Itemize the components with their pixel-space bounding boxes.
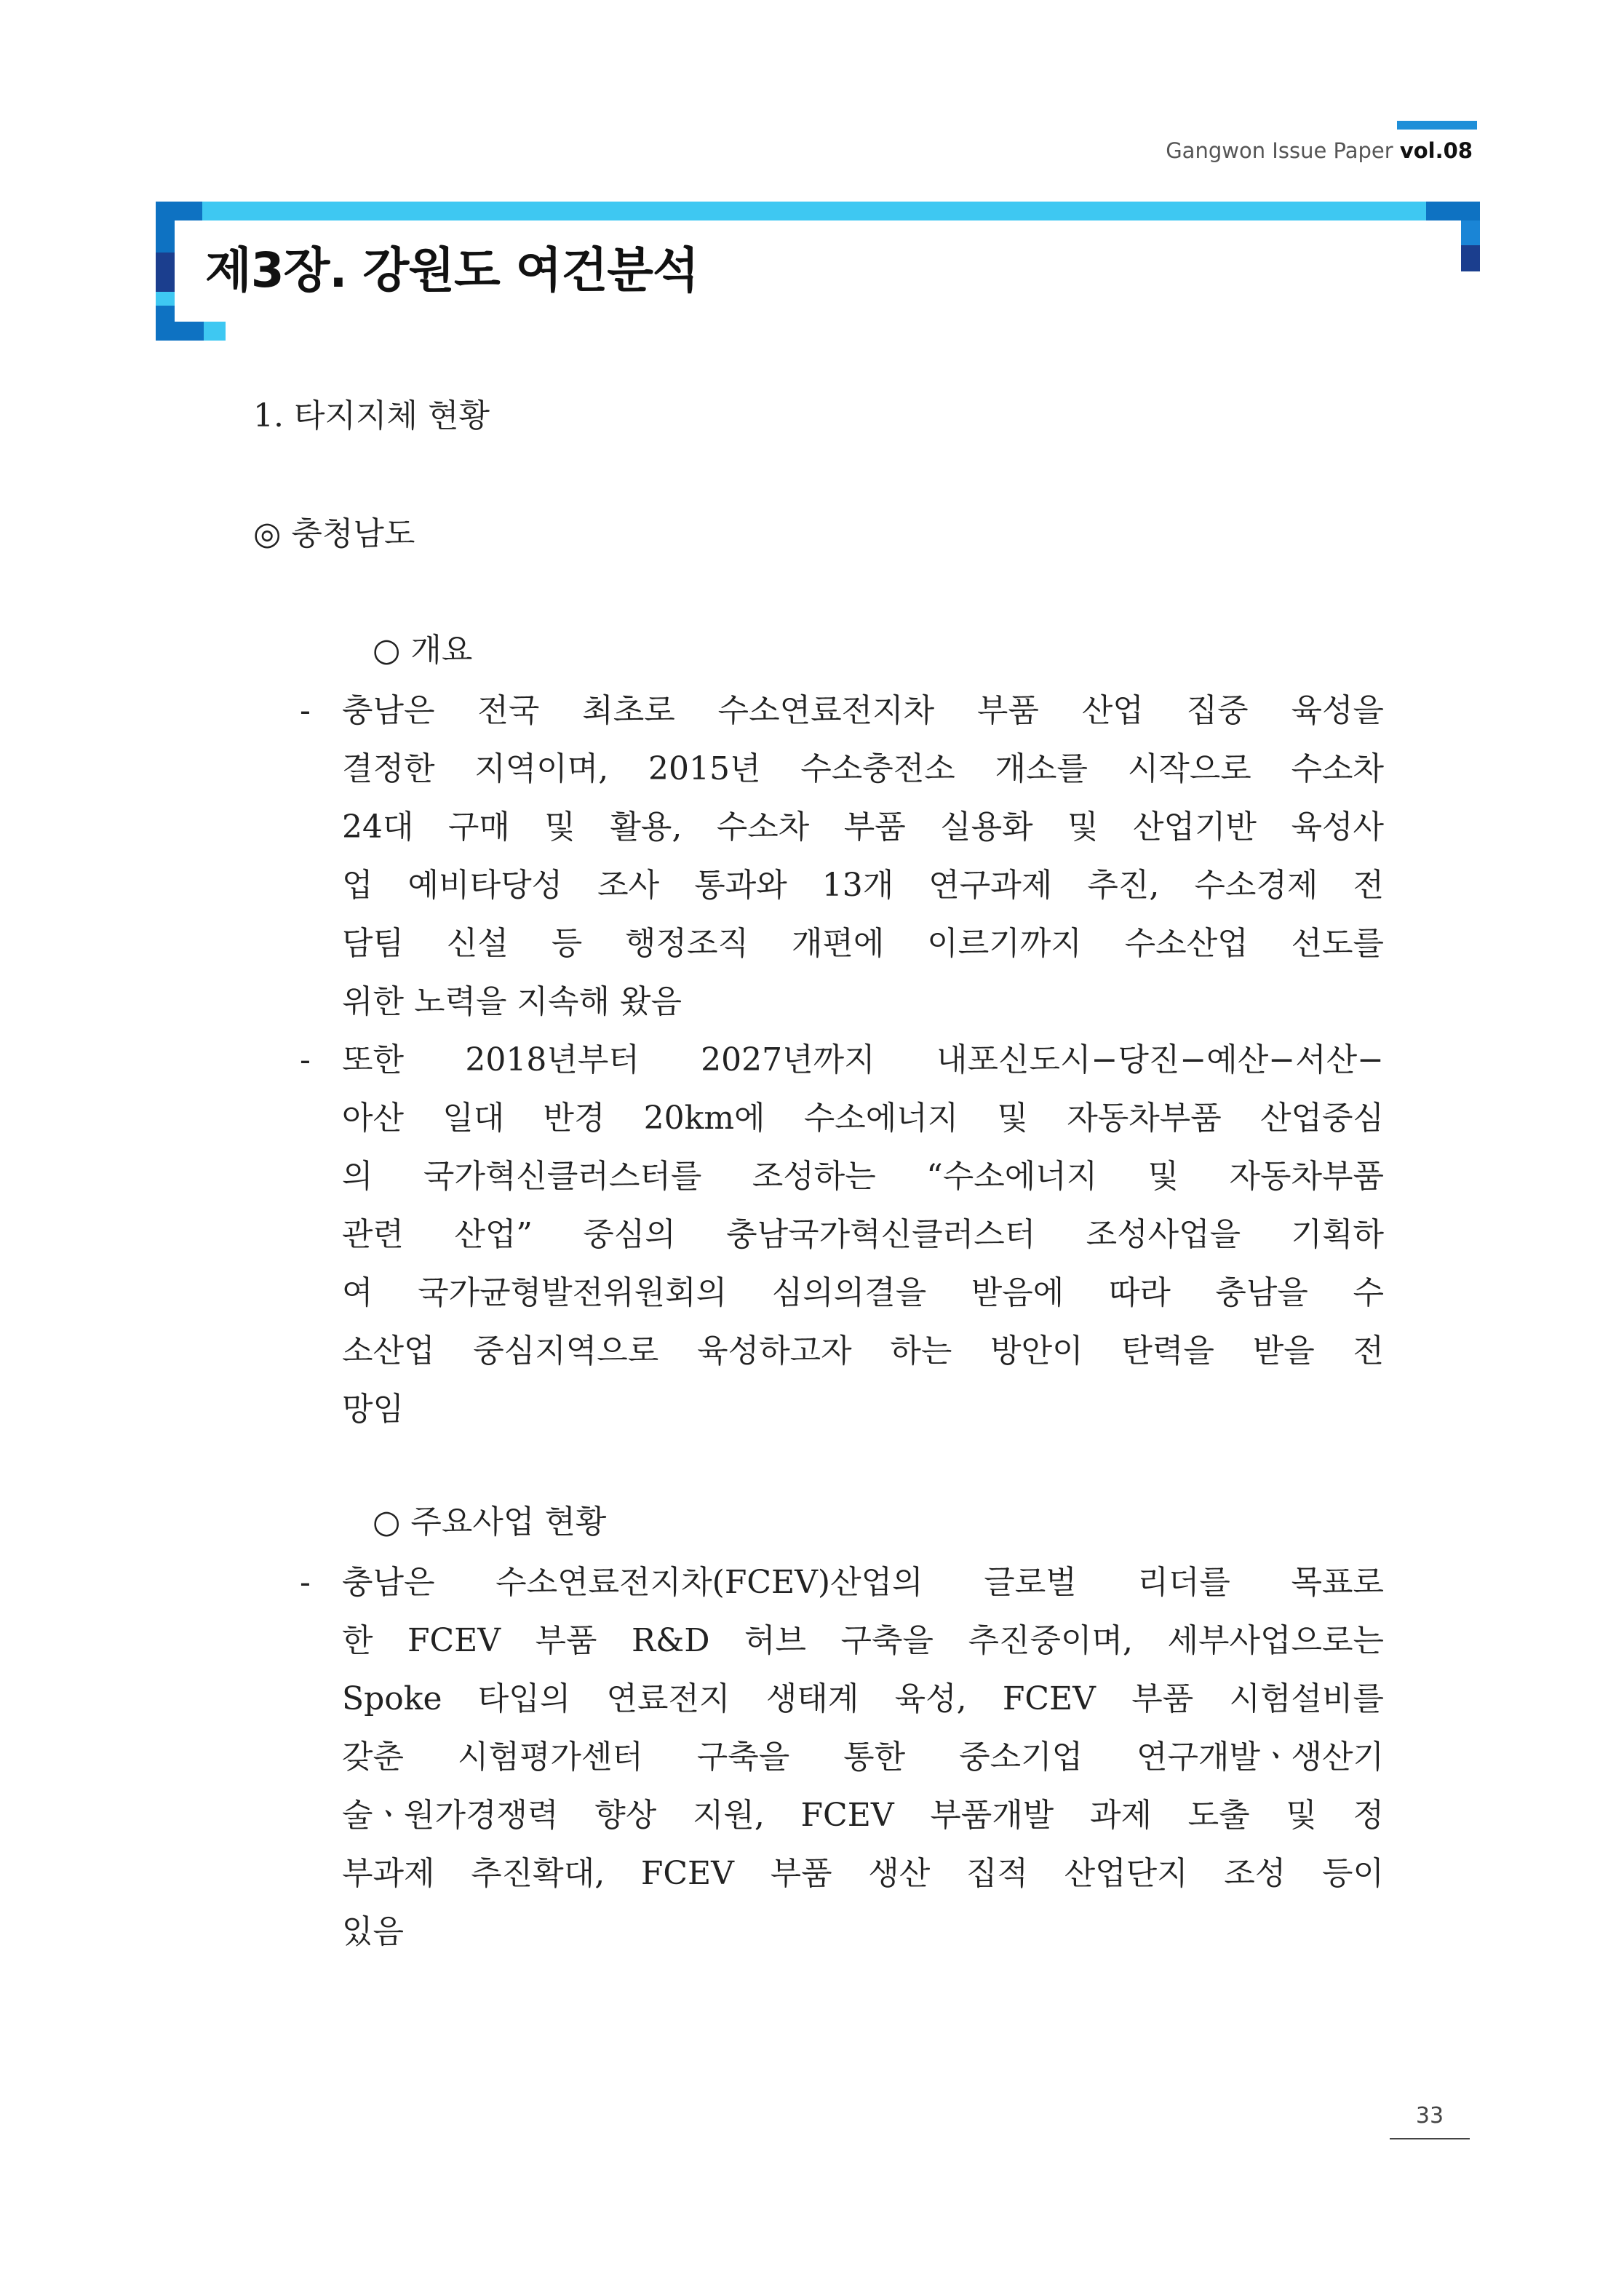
paragraph-line: 또한 2018년부터 2027년까지 내포신도시−당진−예산−서산− (342, 1041, 1384, 1078)
subsection-title-overview: ○ 개요 (373, 632, 473, 669)
bullet-dash: - (300, 692, 311, 729)
bullet-dash: - (300, 1041, 311, 1078)
page-number: 33 (1415, 2103, 1444, 2129)
frame-corner-block (175, 322, 204, 341)
frame-corner-block (156, 202, 175, 253)
volume-label: vol.08 (1399, 138, 1473, 163)
paragraph-line: 갖춘 시험평가센터 구축을 통한 중소기업 연구개발ㆍ생산기 (342, 1738, 1384, 1776)
section-title: 1. 타지지체 현황 (253, 397, 490, 434)
paragraph-line: 관련 산업” 중심의 충남국가혁신클러스터 조성사업을 기획하 (342, 1216, 1384, 1253)
publication-name: Gangwon Issue Paper (1166, 138, 1400, 163)
paragraph-line: 업 예비타당성 조사 통과와 13개 연구과제 추진, 수소경제 전 (342, 867, 1384, 904)
paragraph-line: 있음 (342, 1913, 405, 1950)
paragraph-line: 한 FCEV 부품 R&D 허브 구축을 추진중이며, 세부사업으로는 (342, 1622, 1384, 1659)
running-header (1166, 138, 1473, 163)
paragraph-line: Spoke 타입의 연료전지 생태계 육성, FCEV 부품 시험설비를 (342, 1680, 1384, 1717)
paragraph-line: 24대 구매 및 활용, 수소차 부품 실용화 및 산업기반 육성사 (342, 808, 1384, 846)
paragraph-line: 의 국가혁신클러스터를 조성하는 “수소에너지 및 자동차부품 (342, 1158, 1384, 1195)
paragraph-line: 충남은 수소연료전지차(FCEV)산업의 글로벌 리더를 목표로 (342, 1564, 1384, 1601)
paragraph-line: 위한 노력을 지속해 왔음 (342, 983, 682, 1020)
frame-corner-block (156, 253, 175, 292)
subsection-title-major-projects: ○ 주요사업 현황 (373, 1503, 607, 1541)
paragraph-line: 소산업 중심지역으로 육성하고자 하는 방안이 탄력을 받을 전 (342, 1332, 1384, 1370)
frame-top-bar (156, 202, 1480, 220)
header-accent-bar (1397, 121, 1477, 130)
paragraph-line: 아산 일대 반경 20km에 수소에너지 및 자동차부품 산업중심 (342, 1100, 1384, 1137)
region-title: ◎ 충청남도 (253, 515, 415, 552)
paragraph-line: 결정한 지역이며, 2015년 수소충전소 개소를 시작으로 수소차 (342, 750, 1384, 787)
paragraph-line: 부과제 추진확대, FCEV 부품 생산 집적 산업단지 조성 등이 (342, 1855, 1384, 1892)
frame-corner-block (1426, 202, 1480, 220)
paragraph-line: 망임 (342, 1391, 405, 1428)
paragraph-line: 술ㆍ원가경쟁력 향상 지원, FCEV 부품개발 과제 도출 및 정 (342, 1797, 1384, 1834)
paragraph-line: 담팀 신설 등 행정조직 개편에 이르기까지 수소산업 선도를 (342, 925, 1384, 962)
frame-corner-block (1461, 245, 1480, 271)
paragraph-line: 충남은 전국 최초로 수소연료전지차 부품 산업 집중 육성을 (342, 692, 1384, 729)
page-number-rule (1390, 2138, 1470, 2139)
chapter-title: 제3장. 강원도 여건분석 (205, 242, 698, 298)
frame-corner-block (156, 306, 175, 341)
paragraph-line: 여 국가균형발전위원회의 심의의결을 받음에 따라 충남을 수 (342, 1274, 1384, 1311)
frame-corner-block (1461, 220, 1480, 245)
bullet-dash: - (300, 1564, 311, 1601)
